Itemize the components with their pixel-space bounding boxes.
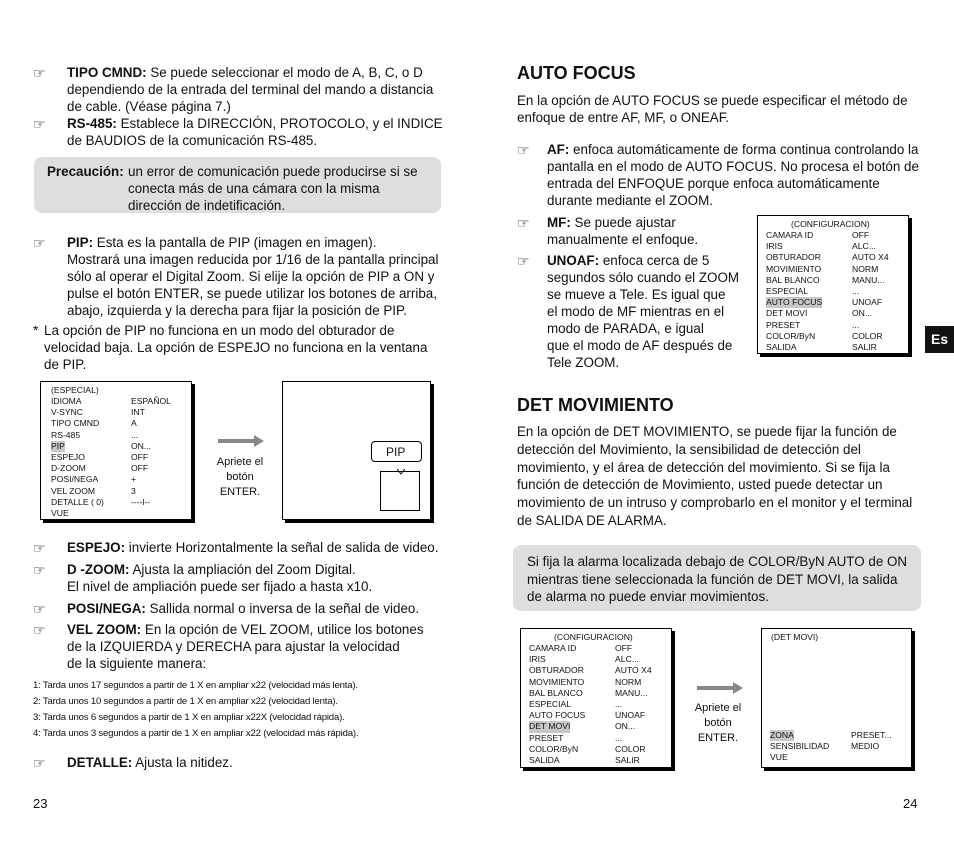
- menu-row: [521, 755, 671, 766]
- menu-row: [758, 342, 908, 353]
- espejo-item: ESPEJO: invierte Horizontalmente la señal de salida de video.: [67, 540, 439, 555]
- menu-title: (DET MOVI): [771, 632, 819, 642]
- menu-row: [521, 665, 671, 676]
- menu-row: [762, 730, 911, 741]
- menu-item-label: AUTO FOCUS: [529, 710, 586, 721]
- menu-item-value: UNOAF: [615, 710, 646, 721]
- menu-item-label: CAMARA ID: [766, 230, 814, 240]
- menu-row: [758, 286, 908, 297]
- menu-title: (CONFIGURACION): [791, 219, 870, 229]
- pointing-hand-icon: ☞: [33, 66, 46, 82]
- unoaf-item: UNOAF: enfoca cerca de 5 segundos sólo cuando el ZOOM se mueve a Tele. Es igual que el modo de MF mientras en el modo de PARADA, e igual que el modo de AF después de Tele ZOOM.: [547, 253, 740, 370]
- right-arrow-icon: [695, 681, 745, 700]
- menu-item-value: UNOAF: [852, 297, 883, 308]
- menu-item-value: ...: [615, 732, 623, 743]
- menu-row: [41, 430, 191, 441]
- menu-row: [521, 721, 671, 732]
- menu-item-label: V-SYNC: [51, 407, 83, 418]
- pip-callout-label: PIP: [371, 441, 422, 462]
- pip-note: La opción de PIP no funciona en un modo del obturador de velocidad baja. La opción de ESPEJO no funciona en la ventana de PIP.: [44, 323, 428, 372]
- menu-item-label: D-ZOOM: [51, 463, 86, 474]
- menu-item-value: COLOR: [852, 330, 883, 341]
- menu-row: [758, 241, 908, 252]
- menu-item-value: A: [131, 418, 137, 429]
- menu-item-value: MEDIO: [851, 741, 880, 752]
- menu-row: [521, 733, 671, 744]
- pip-monitor-screen: [282, 381, 431, 520]
- menu-row: [41, 486, 191, 497]
- menu-item-value: ON...: [131, 440, 152, 451]
- menu-row: [521, 643, 671, 654]
- menu-row: [758, 297, 908, 308]
- menu-row: [521, 654, 671, 665]
- note-star: *: [33, 323, 39, 338]
- det-movimiento-heading: DET MOVIMIENTO: [517, 395, 674, 415]
- menu-item-value: PRESET...: [851, 730, 892, 740]
- posi-nega-item: POSI/NEGA: Sallida normal o inversa de la señal de video.: [67, 601, 420, 616]
- menu-item-value: ----l--: [131, 496, 151, 507]
- pointing-hand-icon: ☞: [33, 117, 46, 133]
- press-enter-caption: Apriete el botón ENTER.: [216, 456, 264, 498]
- menu-item-label: VEL ZOOM: [51, 485, 96, 496]
- caution-label: Precaución:: [47, 164, 124, 179]
- menu-item-label: CAMARA ID: [529, 643, 577, 653]
- menu-item-label: ESPECIAL: [529, 699, 572, 709]
- menu-item-value: ...: [131, 429, 139, 440]
- speed-item: 4: Tarda unos 3 segundos a partir de 1 X en ampliar x22 (velocidad más rápida).: [33, 728, 359, 739]
- menu-item-label: DET MOVI: [529, 721, 571, 732]
- alarm-note-text: Si fija la alarma localizada debajo de COLOR/ByN AUTO de ON mientras tiene seleccionada la función de DET MOVI, la salida de alarma no puede enviar movimientos.: [527, 554, 908, 604]
- menu-item-value: ...: [852, 286, 860, 296]
- menu-row: [41, 463, 191, 474]
- menu-item-value: NORM: [615, 676, 642, 687]
- dzoom-item: D -ZOOM: Ajusta la ampliación del Zoom Digital. El nivel de ampliación puede ser fijado a hasta x10.: [67, 562, 373, 594]
- menu-item-value: OFF: [131, 463, 149, 474]
- menu-item-label: SALIDA: [529, 755, 560, 765]
- right-arrow-icon: [216, 434, 266, 453]
- menu-row: [41, 508, 191, 519]
- menu-item-value: ESPAÑOL: [131, 396, 171, 406]
- menu-item-value: SALIR: [852, 342, 877, 352]
- configuracion-menu-screen: [520, 628, 672, 768]
- auto-focus-heading: AUTO FOCUS: [517, 63, 636, 83]
- menu-item-value: OFF: [852, 230, 870, 240]
- menu-item-value: +: [131, 474, 137, 485]
- menu-row: [521, 688, 671, 699]
- menu-item-value: MANU...: [852, 274, 885, 285]
- menu-item-value: COLOR: [615, 743, 646, 754]
- pointing-hand-icon: ☞: [33, 563, 46, 579]
- menu-item-label: OBTURADOR: [529, 665, 584, 676]
- speed-list: [33, 678, 358, 742]
- speed-item: 2: Tarda unos 10 segundos a partir de 1 X en ampliar x22 (velocidad lenta).: [33, 696, 338, 707]
- menu-item-label: PRESET: [529, 732, 564, 743]
- menu-row: [41, 452, 191, 463]
- caution-text: un error de comunicación puede producirse si se conecta más de una cámara con la misma dirección de indetificación.: [128, 164, 418, 213]
- menu-item-label: ESPEJO: [51, 452, 85, 462]
- speed-item: 1: Tarda unos 17 segundos a partir de 1 X en ampliar x22 (velocidad más lenta).: [33, 680, 358, 691]
- menu-item-value: ALC...: [615, 654, 639, 665]
- menu-item-label: MOVIMIENTO: [766, 263, 822, 274]
- pointing-hand-icon: ☞: [33, 541, 46, 557]
- configuracion-menu-screen: [757, 215, 909, 354]
- auto-focus-intro: En la opción de AUTO FOCUS se puede especificar el método de enfoque de entre AF, MF, o ONEAF.: [517, 93, 908, 125]
- menu-item-value: INT: [131, 407, 145, 418]
- menu-title: (ESPECIAL): [51, 385, 99, 395]
- menu-item-label: ESPECIAL: [766, 286, 809, 296]
- menu-row: [41, 407, 191, 418]
- menu-item-label: PRESET: [766, 319, 801, 330]
- menu-item-label: COLOR/ByN: [766, 330, 816, 341]
- rs485-item: RS-485: Establece la DIRECCIÓN, PROTOCOLO, y el INDICE de BAUDIOS de la comunicación RS-485.: [67, 116, 443, 148]
- menu-row: [41, 474, 191, 485]
- pip-window: [380, 471, 420, 511]
- menu-item-label: VUE: [51, 508, 69, 518]
- menu-item-value: ON...: [852, 308, 873, 319]
- menu-item-label: PIP: [51, 440, 65, 451]
- af-item: AF: enfoca automáticamente de forma continua controlando la pantalla en el modo de AUTO FOCUS. No procesa el botón de entrada del ENFOQUE porque enfoca automáticamente durante mediante el ZOOM.: [547, 142, 919, 208]
- menu-row: [521, 710, 671, 721]
- det-movi-menu-screen: [761, 628, 912, 768]
- menu-row: [762, 741, 911, 752]
- menu-item-value: 3: [131, 485, 136, 496]
- menu-item-label: IRIS: [529, 654, 546, 665]
- pointing-hand-icon: ☞: [33, 236, 46, 252]
- menu-item-label: TIPO CMND: [51, 418, 100, 429]
- pip-item: PIP: Esta es la pantalla de PIP (imagen en imagen). Mostrará una imagen reducida por 1/16 de la pantalla principal sólo al operar el Digital Zoom. Si elije la opción de PIP a ON y pulse el botón ENTER, se puede utilizar los botones de arriba, abajo, izquierda y la derecha para fijar la posición de PIP.: [67, 235, 439, 318]
- menu-item-label: BAL BLANCO: [766, 274, 820, 285]
- menu-row: [521, 699, 671, 710]
- menu-item-label: ZONA: [770, 730, 794, 740]
- especial-menu-screen: [40, 381, 192, 520]
- pointing-hand-icon: ☞: [517, 143, 530, 159]
- menu-row: [758, 275, 908, 286]
- pointing-hand-icon: ☞: [33, 623, 46, 639]
- menu-row: [758, 308, 908, 319]
- menu-item-value: MANU...: [615, 687, 648, 698]
- menu-row: [758, 264, 908, 275]
- menu-item-label: MOVIMIENTO: [529, 676, 585, 687]
- menu-item-value: SALIR: [615, 755, 640, 765]
- menu-item-value: OFF: [615, 643, 633, 653]
- pointing-hand-icon: ☞: [517, 216, 530, 232]
- menu-row: [521, 677, 671, 688]
- pointing-hand-icon: ☞: [33, 756, 46, 772]
- menu-item-value: ON...: [615, 721, 636, 732]
- menu-item-label: SALIDA: [766, 342, 797, 352]
- menu-item-label: COLOR/ByN: [529, 743, 579, 754]
- menu-item-label: AUTO FOCUS: [766, 297, 823, 308]
- menu-item-value: OFF: [131, 452, 149, 462]
- language-tab-es: Es: [925, 326, 954, 353]
- menu-item-label: SENSIBILIDAD: [770, 741, 830, 752]
- page-number-left: 23: [33, 796, 48, 811]
- menu-item-label: RS-485: [51, 429, 81, 440]
- menu-item-value: ALC...: [852, 241, 876, 252]
- menu-item-label: DET MOVI: [766, 308, 808, 319]
- menu-item-label: DETALLE ( 0): [51, 496, 104, 507]
- pointing-hand-icon: ☞: [517, 254, 530, 270]
- vel-zoom-item: VEL ZOOM: En la opción de VEL ZOOM, utilice los botones de la IZQUIERDA y DERECHA para ajustar la velocidad de la siguiente manera:: [67, 622, 424, 671]
- menu-item-label: OBTURADOR: [766, 252, 821, 263]
- menu-row: [41, 497, 191, 508]
- menu-row: [762, 752, 911, 763]
- menu-item-label: POSI/NEGA: [51, 474, 99, 485]
- menu-item-value: AUTO X4: [615, 665, 652, 676]
- menu-item-label: IDIOMA: [51, 396, 82, 406]
- mf-item: MF: Se puede ajustar manualmente el enfoque.: [547, 215, 699, 247]
- menu-item-label: VUE: [770, 752, 788, 763]
- tipo-cmnd-item: TIPO CMND: Se puede seleccionar el modo de A, B, C, o D dependiendo de la entrada del terminal del mando a distancia de cable. (Véase página 7.): [67, 65, 434, 114]
- det-movimiento-text: En la opción de DET MOVIMIENTO, se puede fijar la función de detección del Movimiento, la sensibilidad de detección del movimiento, y el área de detección del movimiento. Si se fija la función de detección de Movimiento, usted puede detectar un movimiento de un intruso y comprobarlo en el monitor y el terminal de SALIDA DE ALARMA.: [517, 424, 913, 528]
- menu-row: [758, 320, 908, 331]
- menu-item-label: BAL BLANCO: [529, 687, 583, 698]
- menu-row: [758, 230, 908, 241]
- pointing-hand-icon: ☞: [33, 602, 46, 618]
- press-enter-caption: Apriete el botón ENTER.: [694, 702, 742, 744]
- menu-item-value: ...: [615, 699, 623, 709]
- menu-row: [41, 418, 191, 429]
- speed-item: 3: Tarda unos 6 segundos a partir de 1 X en ampliar x22X (velocidad rápida).: [33, 712, 345, 723]
- menu-title: (CONFIGURACION): [554, 632, 633, 642]
- page-number-right: 24: [903, 796, 918, 811]
- detalle-item: DETALLE: Ajusta la nitidez.: [67, 755, 233, 770]
- menu-row: [758, 252, 908, 263]
- menu-item-value: ...: [852, 319, 860, 330]
- menu-item-label: IRIS: [766, 241, 783, 252]
- menu-row: [41, 441, 191, 452]
- menu-row: [521, 744, 671, 755]
- menu-row: [758, 331, 908, 342]
- menu-row: [41, 396, 191, 407]
- menu-item-value: AUTO X4: [852, 252, 889, 263]
- menu-item-value: NORM: [852, 263, 879, 274]
